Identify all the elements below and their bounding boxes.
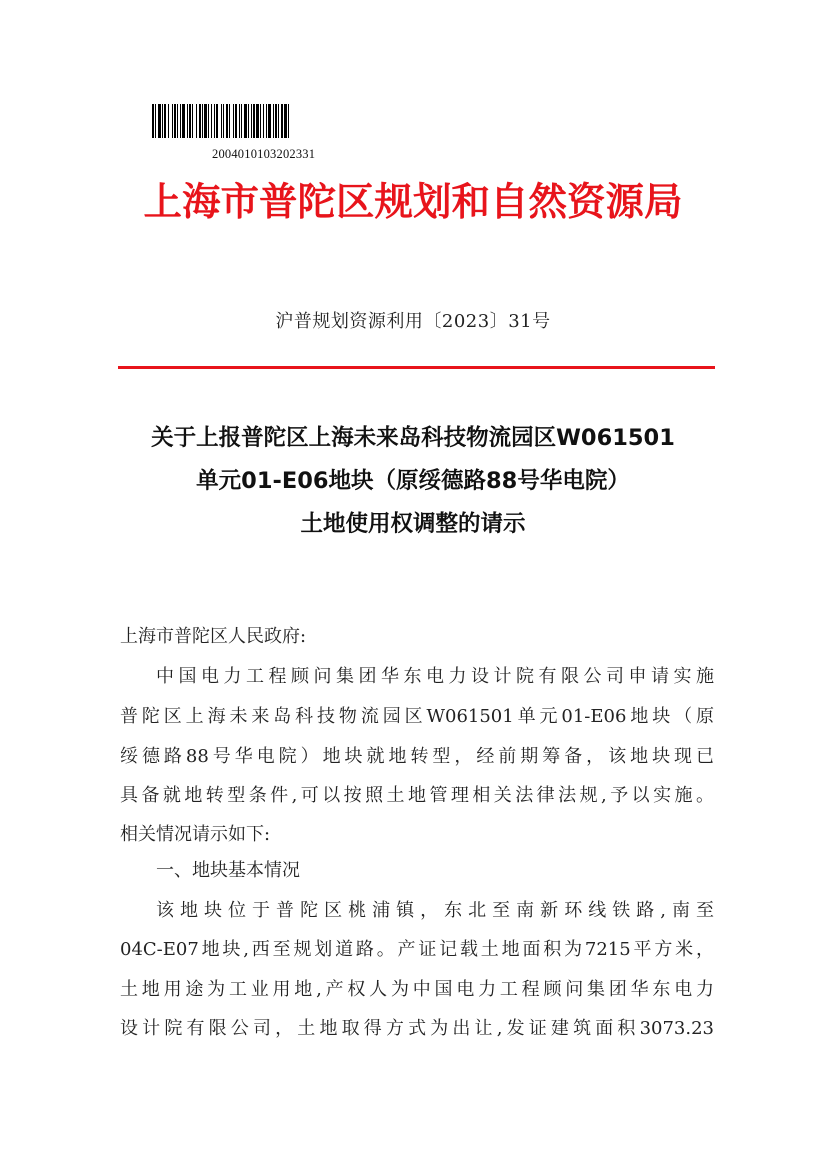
document-number: 沪普规划资源利用〔2023〕31号 bbox=[275, 311, 551, 332]
barcode-number: 2004010103202331 bbox=[212, 147, 316, 161]
body-line: 绥德路88号华电院）地块就地转型，经前期筹备，该地块现已 bbox=[120, 746, 714, 767]
document-title-line-2: 单元01-E06地块（原绥德路88号华电院） bbox=[196, 468, 630, 494]
barcode bbox=[152, 104, 410, 138]
body-line: 设计院有限公司，土地取得方式为出让,发证建筑面积3073.23 bbox=[120, 1018, 714, 1039]
section-heading: 一、地块基本情况 bbox=[156, 860, 300, 881]
body-line: 具备就地转型条件,可以按照土地管理相关法律法规,予以实施。 bbox=[120, 785, 714, 806]
red-divider-line bbox=[118, 366, 715, 369]
document-title-line-1: 关于上报普陀区上海未来岛科技物流园区W061501 bbox=[151, 425, 675, 451]
body-line: 04C-E07地块,西至规划道路。产证记载土地面积为7215平方米， bbox=[120, 939, 714, 960]
body-line: 中国电力工程顾问集团华东电力设计院有限公司申请实施 bbox=[156, 666, 714, 687]
issuing-agency-name: 上海市普陀区规划和自然资源局 bbox=[143, 180, 683, 225]
body-line: 相关情况请示如下: bbox=[120, 824, 271, 845]
body-line: 该地块位于普陀区桃浦镇，东北至南新环线铁路,南至 bbox=[156, 900, 714, 921]
body-line: 土地用途为工业用地,产权人为中国电力工程顾问集团华东电力 bbox=[120, 979, 714, 1000]
addressee: 上海市普陀区人民政府: bbox=[120, 626, 307, 647]
body-line: 普陀区上海未来岛科技物流园区W061501单元01-E06地块（原 bbox=[120, 706, 714, 727]
document-title-line-3: 土地使用权调整的请示 bbox=[300, 511, 526, 537]
